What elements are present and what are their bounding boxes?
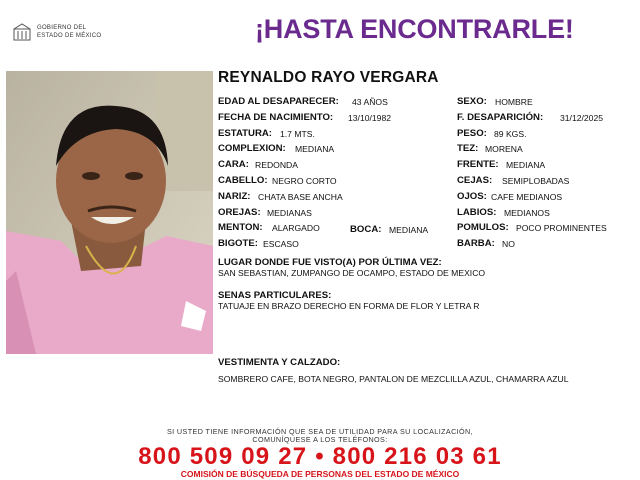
phone-number-1[interactable]: 800 509 09 27 — [138, 443, 308, 470]
field-label-build: COMPLEXION: — [218, 143, 286, 155]
field-value-weight: 89 KGS. — [494, 128, 527, 139]
field-value-build: MEDIANA — [295, 144, 335, 155]
contact-info-line-2: COMUNÍQUESE A LOS TELÉFONOS: — [252, 435, 388, 444]
field-label-mouth: BOCA: — [350, 224, 382, 235]
marks-label: SENAS PARTICULARES: — [218, 290, 332, 301]
field-label-age: EDAD AL DESAPARECER: — [218, 96, 339, 107]
field-label-eyebrows: CEJAS: — [457, 175, 493, 186]
field-value-birthdate: 13/10/1982 — [348, 112, 392, 123]
gov-line-2: ESTADO DE MÉXICO — [37, 33, 102, 39]
commission-name: COMISIÓN DE BÚSQUEDA DE PERSONAS DEL ESTADO DE MÉXICO — [180, 469, 460, 479]
field-value-eyebrows: SEMIPLOBADAS — [502, 176, 570, 186]
field-label-forehead: FRENTE: — [457, 159, 499, 171]
field-value-eyes: CAFE MEDIANOS — [491, 191, 563, 202]
field-value-sex: HOMBRE — [495, 97, 533, 107]
field-label-mustache: BIGOTE: — [218, 238, 258, 250]
field-label-height: ESTATURA: — [218, 127, 273, 139]
field-label-face: CARA: — [218, 159, 249, 171]
field-label-complexion: TEZ: — [457, 143, 479, 155]
clothing-value: SOMBRERO CAFE, BOTA NEGRO, PANTALON DE MEZCLILLA AZUL, CHAMARRA AZUL — [218, 374, 569, 384]
field-value-face: REDONDA — [255, 160, 298, 171]
field-value-mouth: MEDIANA — [389, 225, 429, 235]
phone-separator: • — [315, 443, 325, 470]
field-label-birthdate: FECHA DE NACIMIENTO: — [218, 111, 334, 123]
field-value-complexion: MORENA — [485, 144, 523, 155]
contact-info-line-1: SI USTED TIENE INFORMACIÓN QUE SEA DE UTILIDAD PARA SU LOCALIZACIÓN, — [166, 427, 474, 436]
field-label-lips: LABIOS: — [457, 206, 497, 218]
field-label-hair: CABELLO: — [218, 175, 268, 186]
field-value-chin: ALARGADO — [272, 223, 320, 234]
phone-number-2[interactable]: 800 216 03 61 — [332, 443, 502, 470]
field-value-mustache: ESCASO — [263, 239, 299, 250]
person-portrait-illustration — [6, 71, 213, 354]
field-value-height: 1.7 MTS. — [280, 128, 315, 139]
field-value-lips: MEDIANOS — [504, 207, 550, 218]
marks-value: TATUAJE EN BRAZO DERECHO EN FORMA DE FLOR Y LETRA R — [218, 301, 480, 311]
field-label-cheekbones: POMULOS: — [457, 222, 509, 234]
field-label-ears: OREJAS: — [218, 206, 261, 218]
field-value-age: 43 AÑOS — [352, 97, 388, 107]
field-value-beard: NO — [502, 239, 515, 250]
field-label-beard: BARBA: — [457, 238, 495, 250]
phone-numbers — [0, 443, 640, 471]
field-label-eyes: OJOS: — [457, 190, 487, 202]
last-seen-label: LUGAR DONDE FUE VISTO(A) POR ÚLTIMA VEZ: — [218, 257, 442, 268]
field-value-forehead: MEDIANA — [506, 160, 546, 171]
field-value-ears: MEDIANAS — [267, 207, 312, 218]
field-label-chin: MENTON: — [218, 222, 263, 234]
field-value-hair: NEGRO CORTO — [272, 176, 337, 186]
person-photo — [6, 71, 213, 354]
gov-line-1: GOBIERNO DEL — [37, 25, 87, 31]
field-label-sex: SEXO: — [457, 96, 487, 107]
government-logo — [12, 22, 132, 44]
last-seen-value: SAN SEBASTIAN, ZUMPANGO DE OCAMPO, ESTADO DE MEXICO — [218, 268, 486, 278]
field-label-disappearance-date: F. DESAPARICIÓN: — [457, 111, 544, 123]
field-label-nose: NARIZ: — [218, 190, 251, 202]
field-value-disappearance-date: 31/12/2025 — [560, 112, 604, 123]
state-seal-icon — [12, 22, 32, 42]
field-value-nose: CHATA BASE ANCHA — [258, 191, 343, 202]
field-label-weight: PESO: — [457, 127, 487, 139]
person-name: REYNALDO RAYO VERGARA — [218, 69, 439, 86]
clothing-label: VESTIMENTA Y CALZADO: — [218, 357, 341, 368]
field-value-cheekbones: POCO PROMINENTES — [516, 223, 607, 234]
headline: ¡HASTA ENCONTRARLE! — [255, 14, 574, 44]
